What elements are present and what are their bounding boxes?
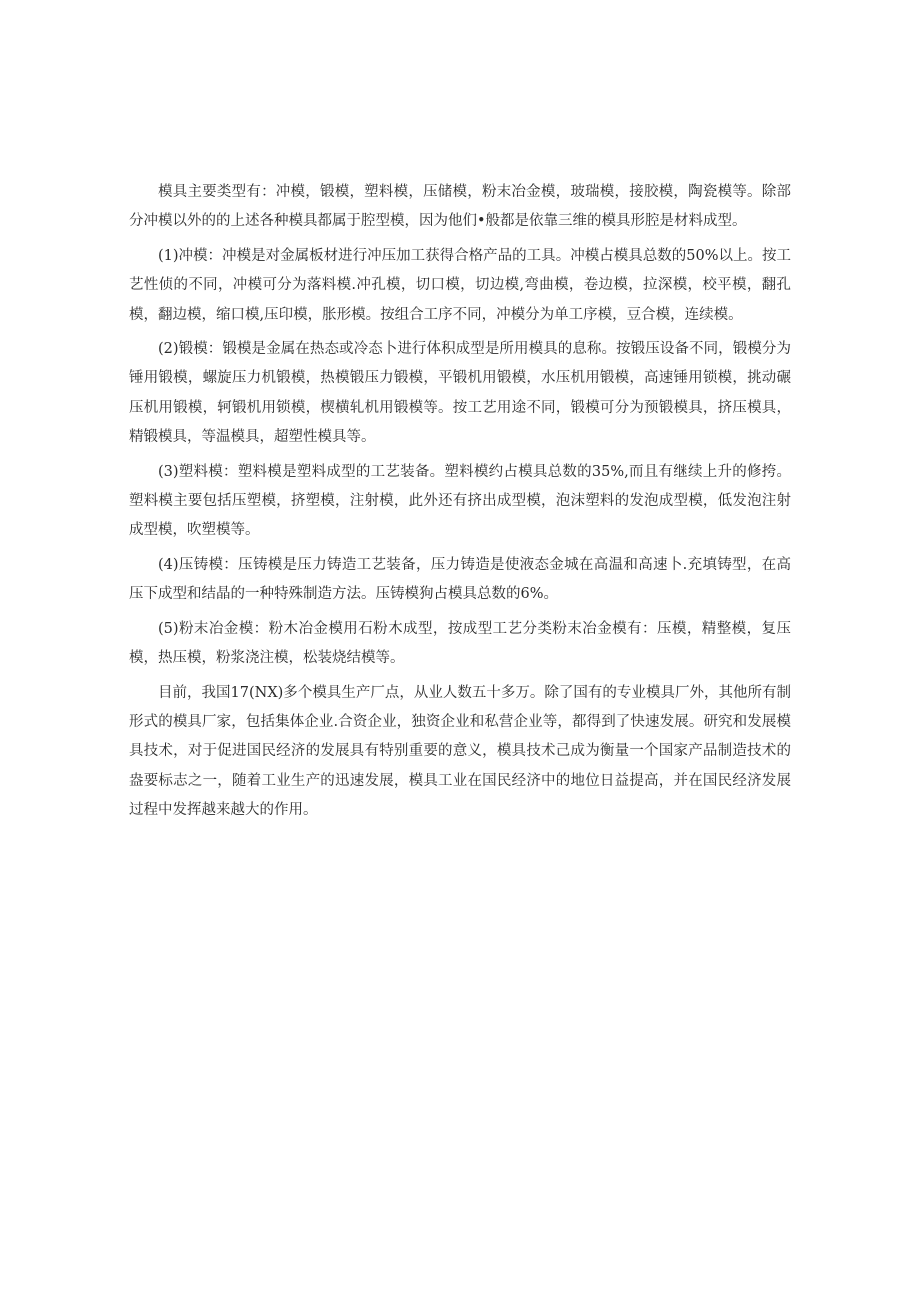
paragraph-intro-mold-types: 模具主要类型有：冲模，锻模，塑料模，压储模，粉末冶金模，玻瑞模，接胶模，陶瓷模等。除部分冲模以外的的上述各种模具都属于腔型模，因为他们•般都是依靠三维的模具形腔是材料成型。 [129,184,791,230]
paragraph-industry-status: 目前，我国17(NX)多个模具生产厂点，从业人数五十多万。除了国有的专业模具厂外，其他所有制形式的模具厂家，包括集体企业.合资企业，独资企业和私营企业等，都得到了快速发展。研究和发展模具技术，对于促进国民经济的发展具有特别重要的意义，模具技术己成为衡量一个国家产品制造技术的盎要标志之一，随着工业生产的迅速发展，模具工业在国民经济中的地位日益提高，并在国民经济发展过程中发挥越来越大的作用。 [129,684,791,819]
paragraph-plastic-mold: (3)塑料模：塑料模是塑料成型的工艺装备。塑料模约占模具总数的35%,而且有继续上升的修挎。塑料模主要包括压塑模，挤塑模，注射模，此外还有挤出成型模，泡沫塑料的发泡成型模，低发泡注射成型模，吹塑模等。 [129,463,791,539]
document-body [129,178,791,826]
paragraph-stamping-die: (1)冲模：冲模是对金属板材进行冲压加工获得合格产品的工具。冲模占模具总数的50%以上。按工艺性侦的不同，冲模可分为落料模.冲孔模，切口模，切边模,弯曲模，卷边模，拉深模，校平模，翻孔模，翻边模，缩口模,压印模，胀形模。按组合工序不同，冲模分为单工序模，豆合模，连续模。 [129,247,791,323]
paragraph-powder-metallurgy-mold: (5)粉末冶金模：粉木冶金模用石粉木成型，按成型工艺分类粉末冶金模有：压模，精整模，复压模，热压模，粉浆浇注模，松装烧结模等。 [129,620,791,667]
paragraph-die-casting-mold: (4)压铸模：压铸模是压力铸造工艺装备，压力铸造是使液态金城在高温和高速卜.充填铸型，在高压下成型和结晶的一种特殊制造方法。压铸模狗占模具总数的6%。 [129,556,791,603]
paragraph-forging-die: (2)锻模：锻模是金属在热态或冷态卜进行体积成型是所用模具的息称。按锻压设备不同，锻模分为锤用锻模，螺旋压力机锻模，热模锻压力锻模，平锻机用锻模，水压机用锻模，高速锤用锁模，挑动碾压机用锻模，轲锻机用锁模，楔横轧机用锻模等。按工艺用途不同，锻模可分为预锻模具，挤压模具，精锻模具，等温模具，超塑性模具等。 [129,341,791,446]
